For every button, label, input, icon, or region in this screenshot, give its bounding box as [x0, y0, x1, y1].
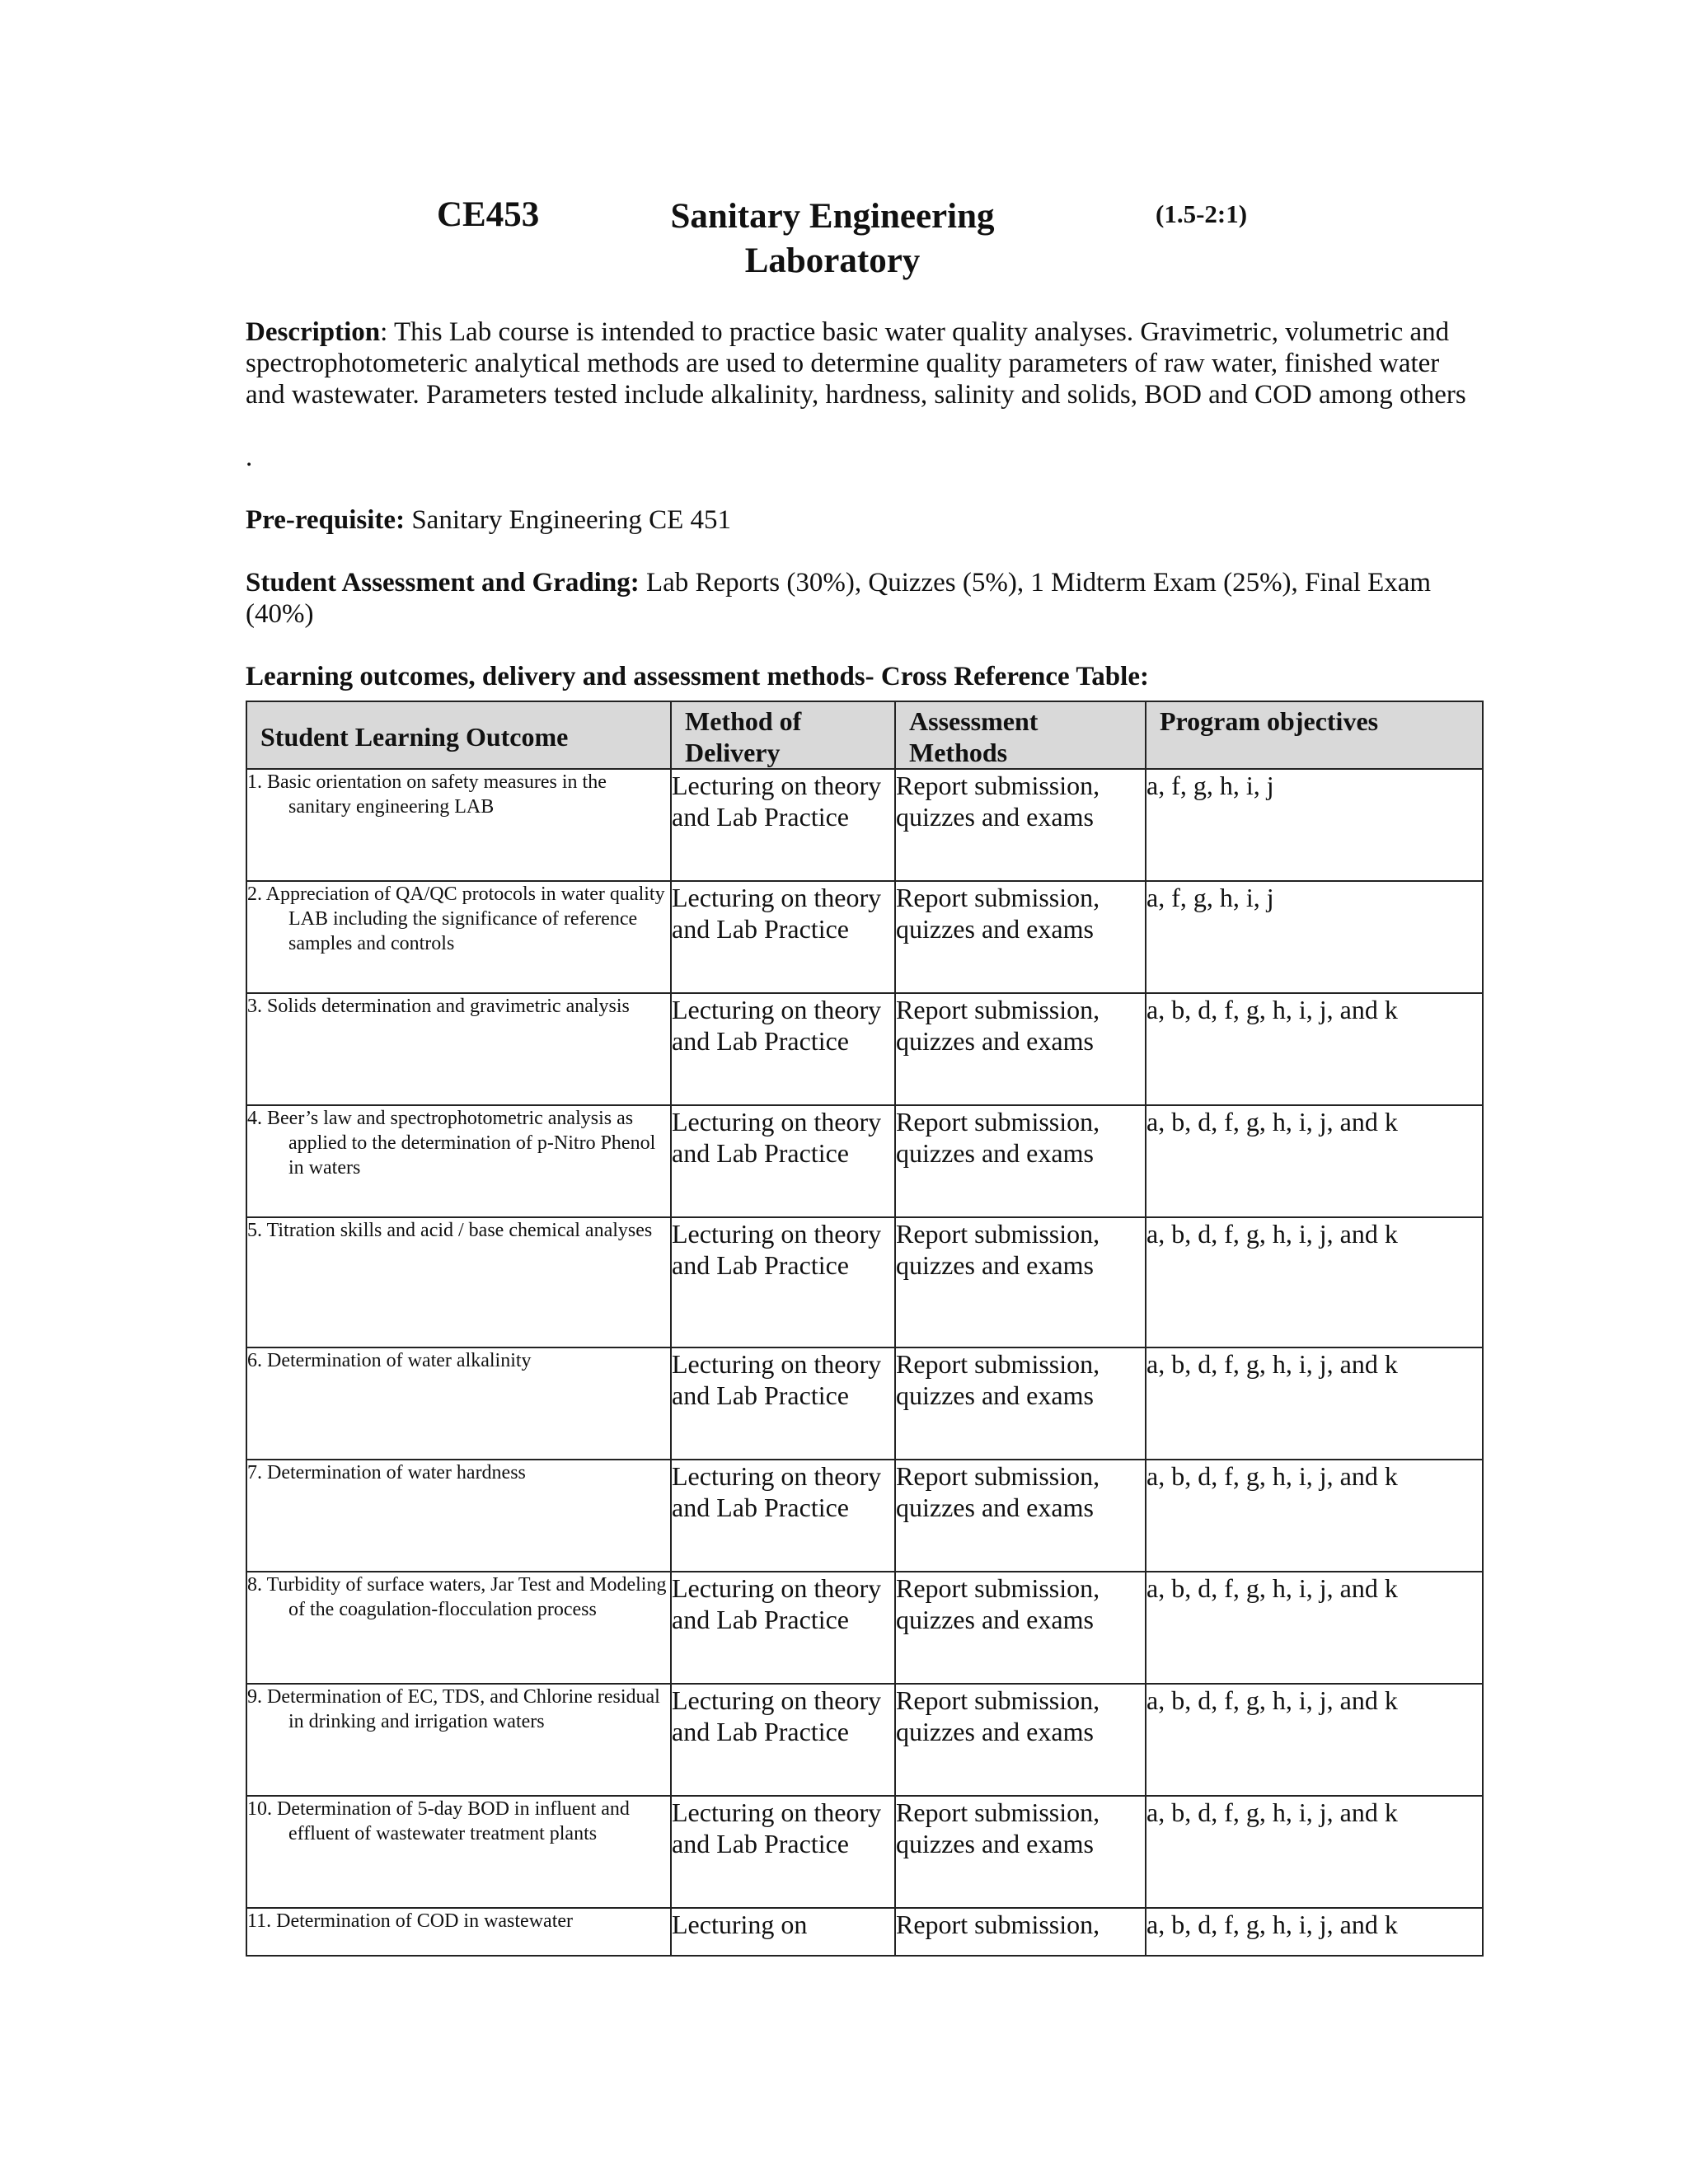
- header-student-learning-outcome: Student Learning Outcome: [246, 701, 671, 769]
- prerequisite-label: Pre-requisite:: [246, 505, 406, 535]
- table-row: [246, 1105, 1483, 1217]
- table-row: [246, 1684, 1483, 1796]
- delivery-cell: Lecturing on theory and Lab Practice: [671, 993, 895, 1105]
- delivery-cell: Lecturing on theory and Lab Practice: [671, 1347, 895, 1460]
- course-credits: (1.5-2:1): [1156, 199, 1248, 228]
- objectives-cell: a, b, d, f, g, h, i, j, and k: [1146, 1684, 1483, 1796]
- delivery-cell: Lecturing on: [671, 1908, 895, 1956]
- assessment-cell: Report submission, quizzes and exams: [895, 1105, 1146, 1217]
- header-assessment-methods: Assessment Methods: [895, 701, 1146, 769]
- assessment-cell: Report submission, quizzes and exams: [895, 1572, 1146, 1684]
- outcome-cell: 6. Determination of water alkalinity: [247, 1350, 532, 1371]
- objectives-cell: a, b, d, f, g, h, i, j, and k: [1146, 1460, 1483, 1572]
- outcome-cell: 1. Basic orientation on safety measures in the sanitary engineering LAB: [247, 771, 607, 818]
- assessment-cell: Report submission, quizzes and exams: [895, 1347, 1146, 1460]
- outcome-cell: 2. Appreciation of QA/QC protocols in water quality LAB including the significance of reference samples and controls: [247, 883, 665, 954]
- outcome-cell: 9. Determination of EC, TDS, and Chlorine residual in drinking and irrigation waters: [247, 1686, 660, 1732]
- delivery-cell: Lecturing on theory and Lab Practice: [671, 1572, 895, 1684]
- objectives-cell: a, f, g, h, i, j: [1146, 769, 1483, 881]
- outcome-cell: 8. Turbidity of surface waters, Jar Test and Modeling of the coagulation-flocculation process: [247, 1574, 667, 1620]
- prerequisite-text: Sanitary Engineering CE 451: [405, 505, 731, 535]
- objectives-cell: a, b, d, f, g, h, i, j, and k: [1146, 993, 1483, 1105]
- objectives-cell: a, b, d, f, g, h, i, j, and k: [1146, 1572, 1483, 1684]
- delivery-cell: Lecturing on theory and Lab Practice: [671, 881, 895, 993]
- description-paragraph: [246, 316, 1482, 410]
- table-row: [246, 1347, 1483, 1460]
- table-row: [246, 769, 1483, 881]
- assessment-cell: Report submission, quizzes and exams: [895, 769, 1146, 881]
- table-row: [246, 1796, 1483, 1908]
- table-row: [246, 881, 1483, 993]
- assessment-cell: Report submission, quizzes and exams: [895, 1796, 1146, 1908]
- objectives-cell: a, b, d, f, g, h, i, j, and k: [1146, 1347, 1483, 1460]
- description-trailing: .: [246, 443, 253, 472]
- description-label: Description: [246, 317, 381, 347]
- description-text: : This Lab course is intended to practice basic water quality analyses. Gravimetric, volumetric and spectrophotometeric analytical methods are used to determine quality parameters of raw water, finished water and wastewater. Parameters tested include alkalinity, hardness, salinity and solids, BOD and COD among others: [246, 317, 1466, 410]
- outcome-cell: 4. Beer’s law and spectrophotometric analysis as applied to the determination of p-Nitro Phenol in waters: [247, 1108, 656, 1179]
- objectives-cell: a, b, d, f, g, h, i, j, and k: [1146, 1217, 1483, 1347]
- course-name: Sanitary Engineering Laboratory: [670, 197, 995, 280]
- assessment-cell: Report submission, quizzes and exams: [895, 881, 1146, 993]
- table-row: [246, 993, 1483, 1105]
- objectives-cell: a, b, d, f, g, h, i, j, and k: [1146, 1908, 1483, 1956]
- assessment-cell: Report submission, quizzes and exams: [895, 1217, 1146, 1347]
- header-method-of-delivery: Method of Delivery: [671, 701, 895, 769]
- objectives-cell: a, b, d, f, g, h, i, j, and k: [1146, 1105, 1483, 1217]
- assessment-label: Student Assessment and Grading:: [246, 568, 640, 598]
- objectives-cell: a, f, g, h, i, j: [1146, 881, 1483, 993]
- delivery-cell: Lecturing on theory and Lab Practice: [671, 1684, 895, 1796]
- table-row: [246, 1908, 1483, 1956]
- prerequisite-paragraph: [246, 504, 1482, 536]
- header-program-objectives: Program objectives: [1146, 701, 1483, 769]
- delivery-cell: Lecturing on theory and Lab Practice: [671, 1460, 895, 1572]
- assessment-cell: Report submission,: [895, 1908, 1146, 1956]
- assessment-text: Lab Reports (30%), Quizzes (5%), 1 Midterm Exam (25%), Final Exam (40%): [246, 568, 1432, 629]
- course-title-block: [247, 194, 1401, 285]
- outcome-cell: 10. Determination of 5-day BOD in influent and effluent of wastewater treatment plants: [247, 1798, 630, 1844]
- course-code: CE453: [437, 195, 540, 234]
- outcome-cell: 3. Solids determination and gravimetric analysis: [247, 996, 630, 1017]
- table-title: Learning outcomes, delivery and assessment methods- Cross Reference Table:: [246, 662, 1149, 691]
- assessment-cell: Report submission, quizzes and exams: [895, 1460, 1146, 1572]
- assessment-cell: Report submission, quizzes and exams: [895, 993, 1146, 1105]
- table-row: [246, 1460, 1483, 1572]
- delivery-cell: Lecturing on theory and Lab Practice: [671, 769, 895, 881]
- outcome-cell: 7. Determination of water hardness: [247, 1462, 526, 1483]
- delivery-cell: Lecturing on theory and Lab Practice: [671, 1796, 895, 1908]
- delivery-cell: Lecturing on theory and Lab Practice: [671, 1105, 895, 1217]
- cross-reference-table: [246, 701, 1484, 1957]
- outcome-cell: 5. Titration skills and acid / base chemical analyses: [247, 1220, 653, 1241]
- table-row: [246, 1572, 1483, 1684]
- delivery-cell: Lecturing on theory and Lab Practice: [671, 1217, 895, 1347]
- table-row: [246, 1217, 1483, 1347]
- assessment-paragraph: [246, 567, 1482, 630]
- outcome-cell: 11. Determination of COD in wastewater: [247, 1910, 574, 1932]
- assessment-cell: Report submission, quizzes and exams: [895, 1684, 1146, 1796]
- objectives-cell: a, b, d, f, g, h, i, j, and k: [1146, 1796, 1483, 1908]
